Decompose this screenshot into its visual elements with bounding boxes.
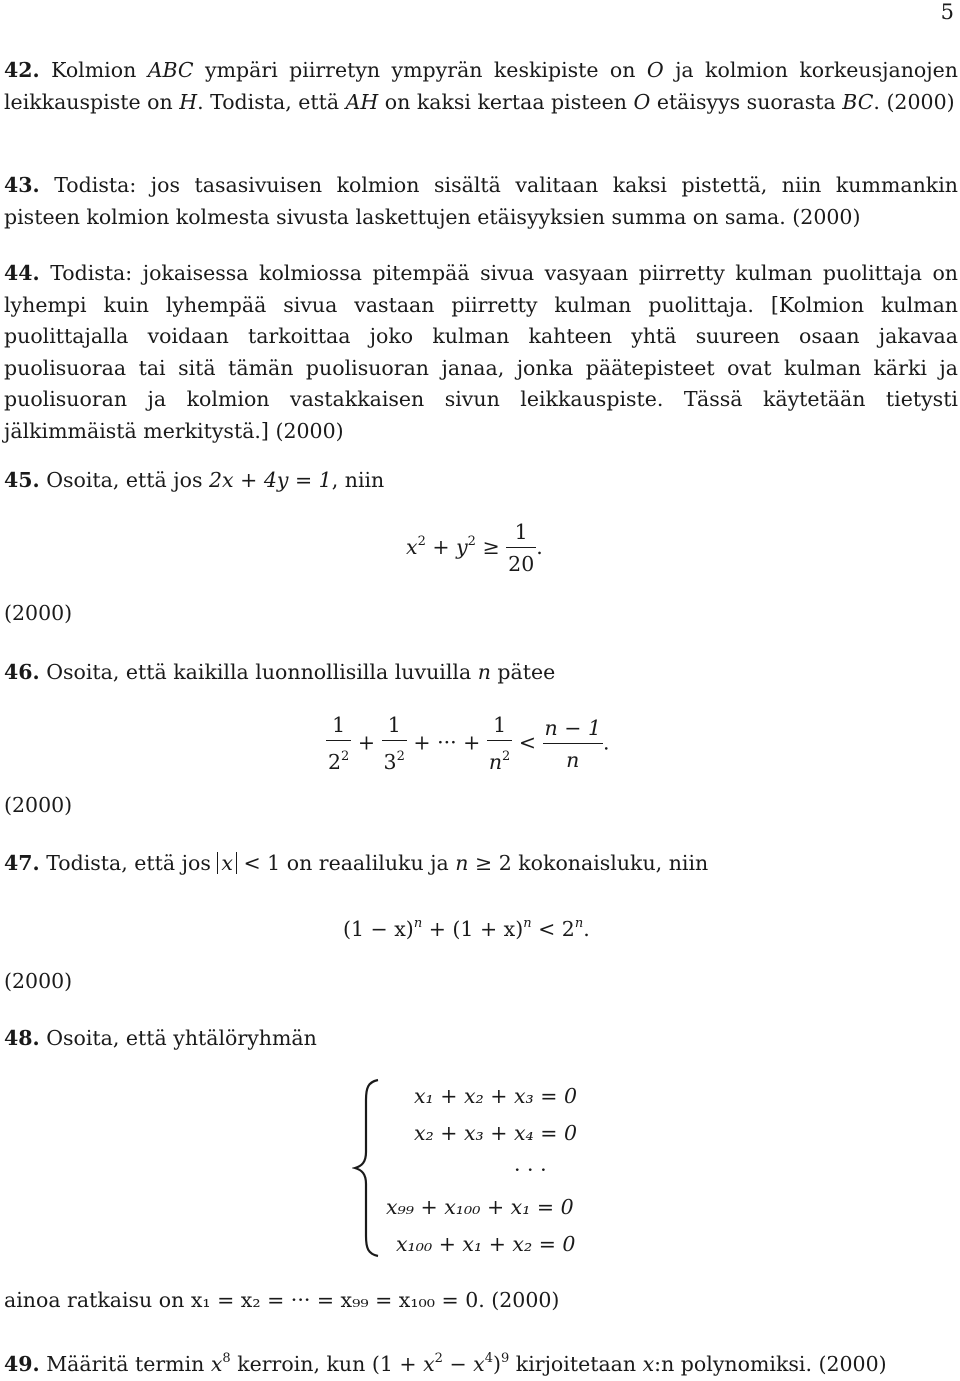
year-46: (2000) bbox=[4, 793, 73, 817]
equation-row: x₁₀₀ + x₁ + x₂ = 0 bbox=[396, 1232, 576, 1256]
equation-system bbox=[386, 1078, 577, 1263]
formula-47: $(1 - x)^n + (1 + x)^n < 2^n$. bbox=[343, 916, 590, 941]
problem-48: 48. Osoita, että yhtälöryhmän bbox=[4, 1026, 317, 1050]
formula-45: $x^2 + y^2$ ≥ $\frac{1}{20}$ . bbox=[406, 517, 543, 580]
fraction: $\frac{1}{n^2}$ bbox=[487, 710, 512, 778]
problem-number: 49. bbox=[4, 1352, 40, 1376]
problem-number: 43. bbox=[4, 173, 40, 197]
fraction: $\frac{1}{2^2}$ bbox=[326, 710, 351, 778]
problem-49: 49. Määritä termin $x^8$ kerroin, kun $(1 + x^2 - x^4)^9$ kirjoitetaan x:n polynomiksi. (2000) bbox=[4, 1351, 887, 1376]
absolute-value: x bbox=[217, 852, 237, 874]
problem-number: 45. bbox=[4, 468, 40, 492]
year-45: (2000) bbox=[4, 601, 73, 625]
problem-45: 45. Osoita, että jos 2x + 4y = 1, niin bbox=[4, 468, 385, 492]
formula-46: $\frac{1}{2^2}$ + $\frac{1}{3^2}$ + ··· + $\frac{1}{n^2}$ < $\frac{n - 1}{n}$ . bbox=[326, 710, 610, 778]
problem-43: 43. Todista: jos tasasivuisen kolmion sisältä valitaan kaksi pistettä, niin kummankin pisteen kolmion kolmesta sivusta laskettujen etäisyyksien summa on sama. (2000) bbox=[4, 173, 958, 229]
problem-number: 42. bbox=[4, 58, 40, 82]
problem-number: 47. bbox=[4, 851, 40, 875]
problem-47: 47. Todista, että jos x < 1 on reaaliluku ja n ≥ 2 kokonaisluku, niin bbox=[4, 851, 709, 875]
fraction: $\frac{1}{20}$ bbox=[506, 517, 536, 580]
problem-number: 46. bbox=[4, 660, 40, 684]
problem-46: 46. Osoita, että kaikilla luonnollisilla luvuilla n pätee bbox=[4, 660, 556, 684]
problem-number: 44. bbox=[4, 261, 40, 285]
equation-row: x₂ + x₃ + x₄ = 0 bbox=[414, 1121, 578, 1145]
conclusion-48: ainoa ratkaisu on x₁ = x₂ = ··· = x₉₉ = x₁₀₀ = 0. (2000) bbox=[4, 1288, 560, 1312]
equation-row: x₉₉ + x₁₀₀ + x₁ = 0 bbox=[386, 1195, 574, 1219]
problem-42: 42. Kolmion ABC ympäri piirretyn ympyrän keskipiste on O ja kolmion korkeusjanojen leikkauspiste on H. Todista, että AH on kaksi kertaa pisteen O etäisyys suorasta BC. (2000) bbox=[4, 58, 958, 114]
page-number: 5 bbox=[940, 0, 954, 24]
fraction: $\frac{1}{3^2}$ bbox=[382, 710, 407, 778]
equation-row: x₁ + x₂ + x₃ = 0 bbox=[414, 1084, 578, 1108]
problem-44: 44. Todista: jokaisessa kolmiossa pitempää sivua vasyaan piirretty kulman puolittaja on lyhempi kuin lyhempää sivua vastaan piirretty kulman puolittaja. [Kolmion kulman puolittajalla voidaan tarkoittaa joko kulman kahteen yhtä suureen osaan jakavaa puolisuoraa tai sitä tämän puolisuoran janaa, jonka päätepisteet ovat kulman kärki ja puolisuoran ja kolmion vastakkaisen sivun leikkauspiste. Tässä käytetään tietysti jälkimmäistä merkitystä.] (2000) bbox=[4, 261, 958, 443]
year-47: (2000) bbox=[4, 969, 73, 993]
equation-row: · · · bbox=[514, 1158, 547, 1182]
left-brace-icon bbox=[352, 1078, 382, 1258]
problem-number: 48. bbox=[4, 1026, 40, 1050]
fraction: $\frac{n - 1}{n}$ bbox=[543, 713, 603, 776]
